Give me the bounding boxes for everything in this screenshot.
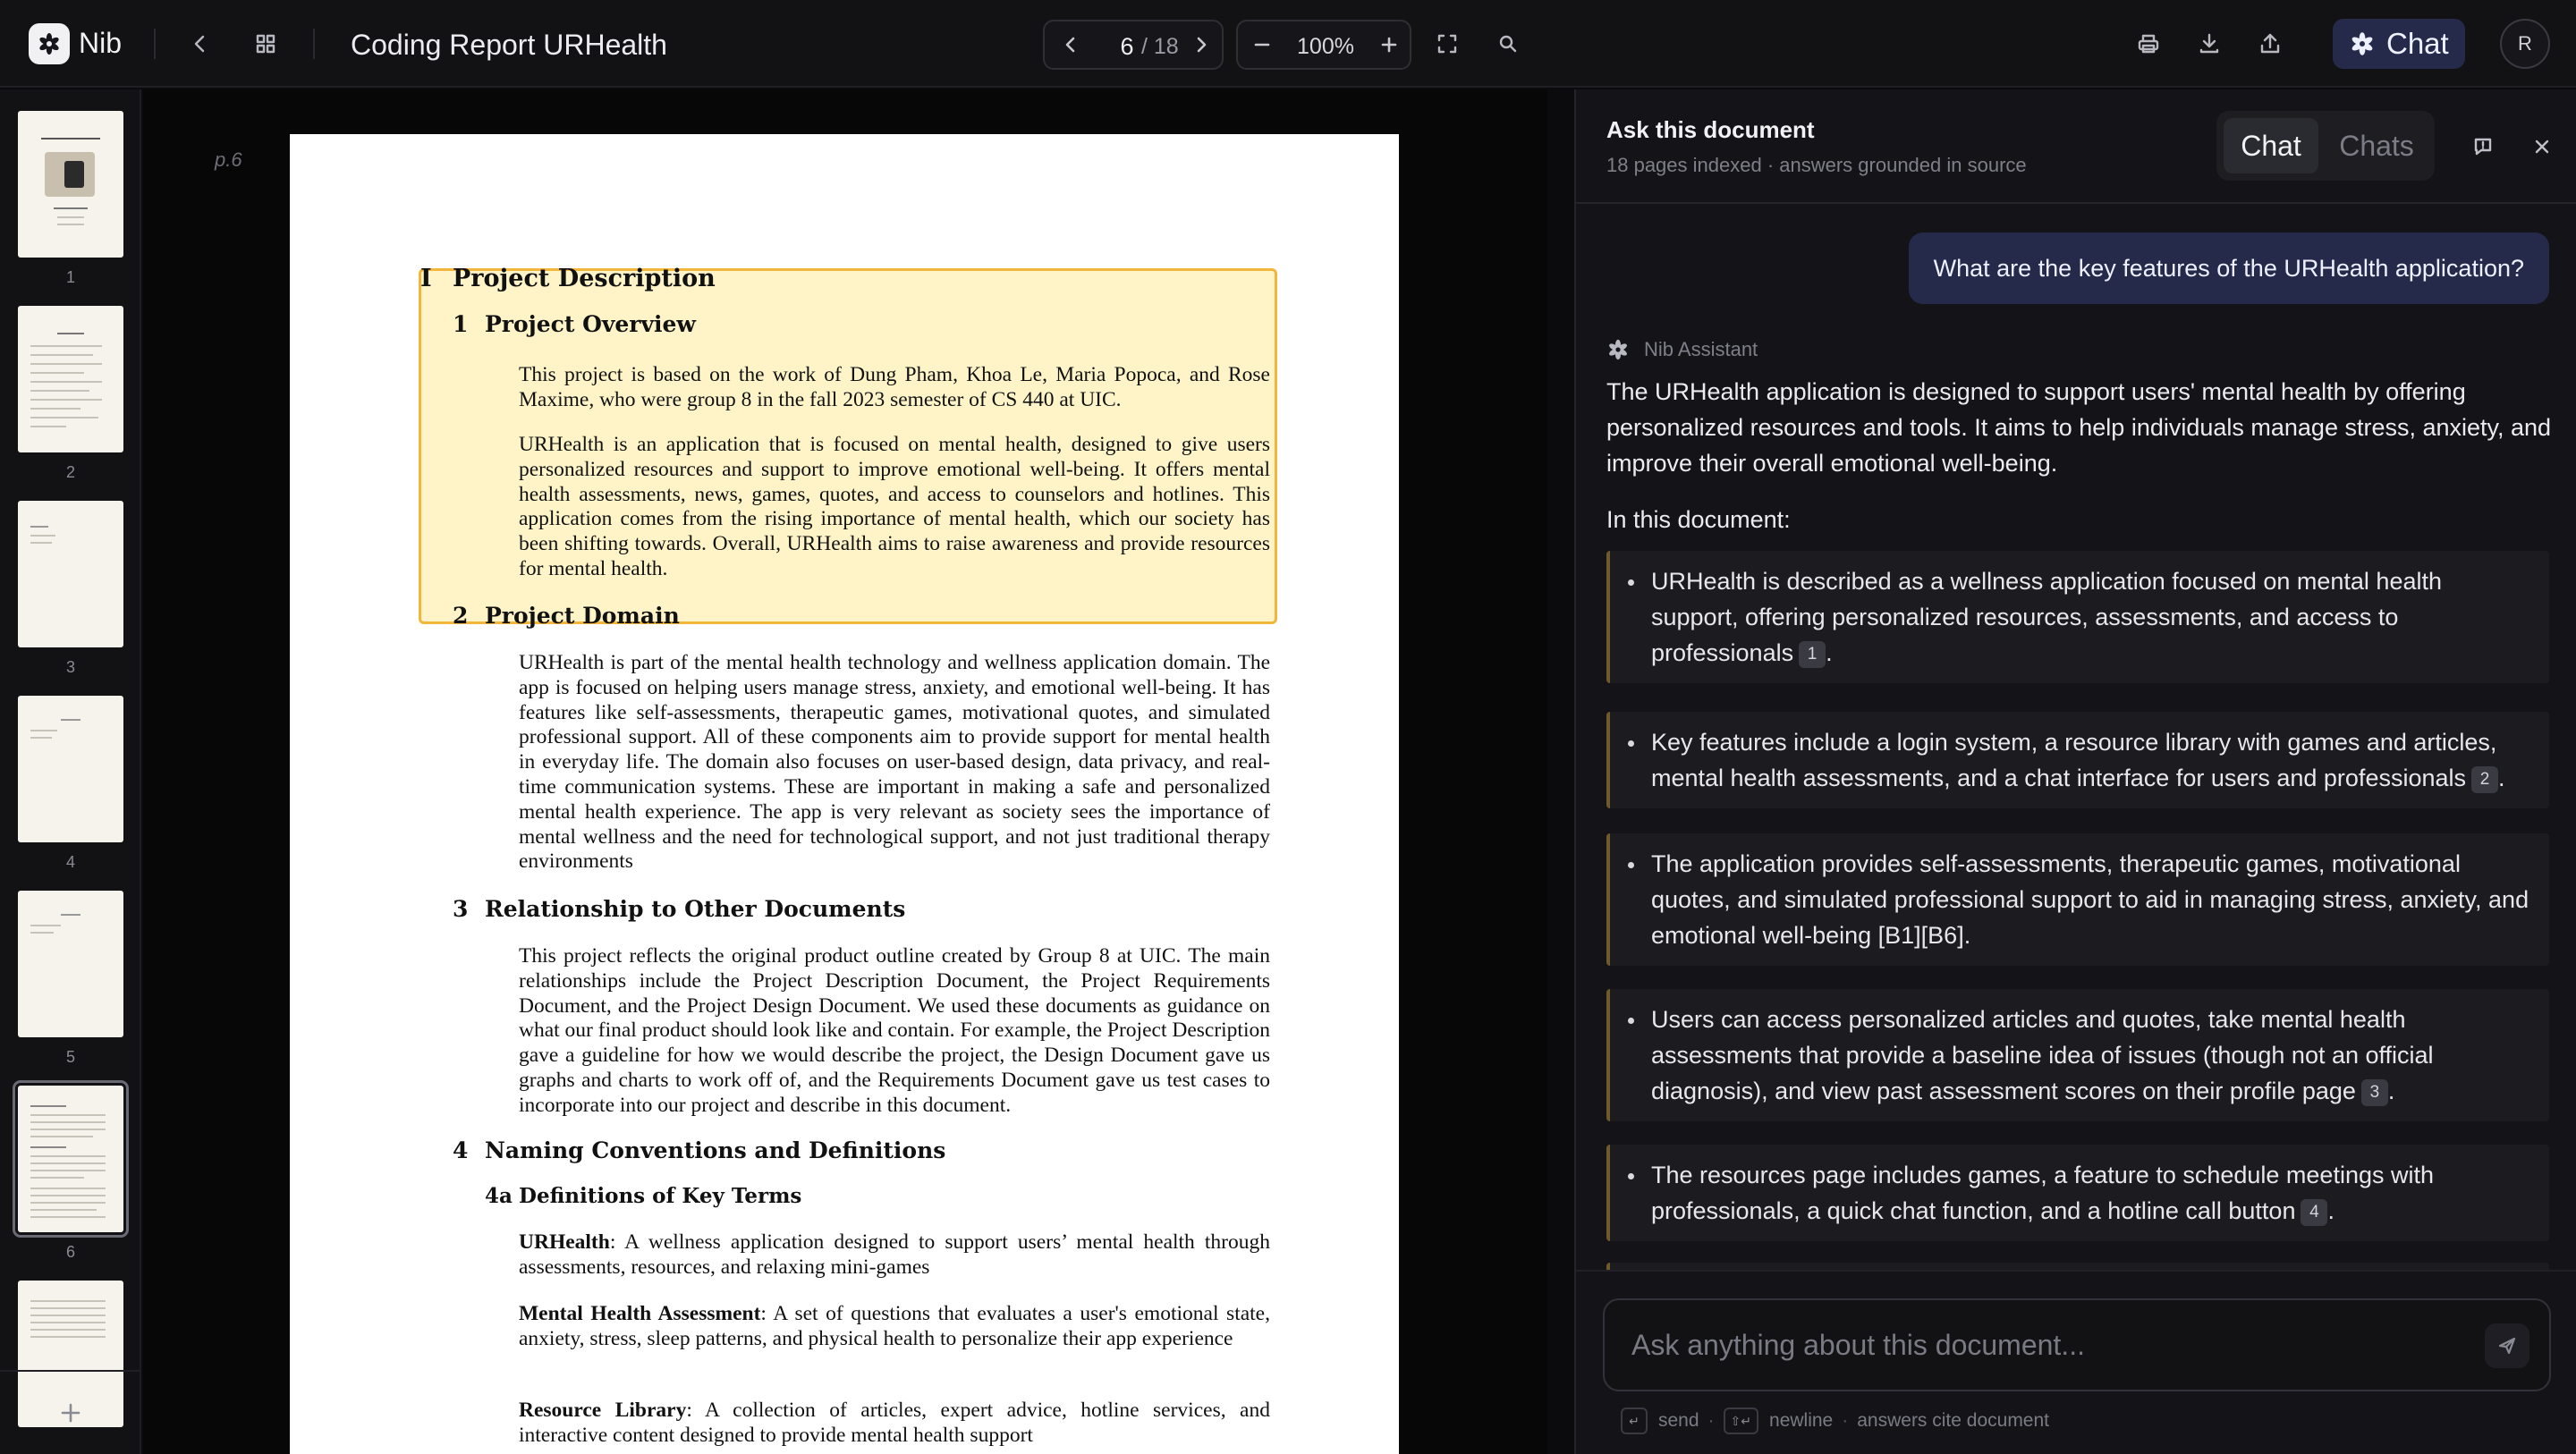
page-reference-label: p.6 <box>215 148 242 171</box>
definition-text: : A collection of articles, expert advice, hotline services, and interactive content designed to provide mental health support <box>519 1399 1270 1447</box>
assistant-logo-icon <box>1606 338 1630 361</box>
separator: · <box>1842 1410 1849 1431</box>
page-thumbnail-active[interactable] <box>18 1086 123 1232</box>
panel-title: Ask this document <box>1606 116 1815 143</box>
source-bullet[interactable] <box>1606 551 2549 683</box>
feedback-icon[interactable] <box>2465 129 2501 165</box>
bullet-text: URHealth is described as a wellness application focused on mental health support, offering personalized resources, assessments, and access to professionals <box>1651 568 2442 666</box>
definition-term: Mental Health Assessment <box>519 1302 761 1325</box>
bullet-tail: . <box>2387 1078 2395 1104</box>
subsection-number: 4a <box>485 1184 513 1208</box>
definition-text: : A set of questions that evaluates a user's emotional state, anxiety, stress, sleep patterns, and physical health to personalize their app experience <box>519 1302 1270 1350</box>
chat-mode-tabs <box>2216 111 2435 181</box>
chat-toggle-label: Chat <box>2386 27 2449 60</box>
zoom-level[interactable]: 100% <box>1297 34 1354 59</box>
definition <box>519 1302 1270 1352</box>
bullet-tail: . <box>2498 765 2505 791</box>
prev-page-button[interactable] <box>1048 21 1093 68</box>
fit-screen-icon[interactable] <box>1429 26 1465 62</box>
top-toolbar <box>0 0 2576 88</box>
bullet-text: Users can access personalized articles and quotes, take mental health assessments that provide a baseline idea of issues (though not an official diagnosis), and view past assessment scores on their profile page <box>1651 1006 2434 1104</box>
thumbnails-footer <box>0 1370 141 1454</box>
chapter-number: I <box>420 265 432 292</box>
enter-key-hint: ↵ <box>1621 1408 1648 1434</box>
chapter-heading: Project Description <box>453 265 716 292</box>
bullet-text: The application provides self-assessments, therapeutic games, motivational quotes, and simulated professional support to aid in managing stress, anxiety, and emotional well-being [B1][B6]. <box>1651 850 2529 949</box>
send-icon <box>2496 1335 2518 1357</box>
thumbnail-number: 1 <box>65 268 75 286</box>
paragraph: URHealth is an application that is focused on mental health, designed to give users personalized resources and support to improve emotional well-being. It offers mental health assessments, news, games, quotes, and access to counselors and hotlines. This application comes from the rising importance of mental health, which our society has been shifting towards. Overall, URHealth aims to raise awareness and provide resources for mental health. <box>519 433 1270 580</box>
close-icon[interactable] <box>2524 129 2560 165</box>
page-thumbnail[interactable] <box>18 306 123 452</box>
chat-toggle-button[interactable] <box>2333 19 2465 69</box>
cite-hint: answers cite document <box>1857 1410 2050 1431</box>
avatar[interactable]: R <box>2500 19 2550 69</box>
tab-chat[interactable]: Chat <box>2224 118 2318 173</box>
bullet-text: The resources page includes games, a feature to schedule meetings with professionals, a quick chat function, and a hotline call button <box>1651 1162 2434 1224</box>
chat-input[interactable] <box>1605 1300 2463 1390</box>
source-bullet[interactable] <box>1606 712 2549 808</box>
section-heading: Relationship to Other Documents <box>485 896 906 922</box>
bullet-text: Key features include a login system, a resource library with games and articles, mental health assessments, and a chat interface for users and professionals <box>1651 729 2497 791</box>
newline-hint: newline <box>1769 1410 1834 1431</box>
chat-panel-header <box>1576 89 2576 204</box>
page-navigator <box>1043 20 1224 70</box>
grid-view-icon[interactable] <box>248 26 284 62</box>
source-bullet[interactable] <box>1606 989 2549 1121</box>
shift-enter-key-hint: ⇧↵ <box>1724 1408 1758 1434</box>
thumbnail-number: 2 <box>65 463 75 481</box>
total-pages: / 18 <box>1141 34 1179 59</box>
definition-term: Resource Library <box>519 1399 687 1422</box>
subsection-heading: Definitions of Key Terms <box>519 1184 802 1208</box>
assistant-name: Nib Assistant <box>1644 338 1758 360</box>
paragraph: This project is based on the work of Dung Pham, Khoa Le, Maria Popoca, and Rose Maxime, who were group 8 in the fall 2023 semester of CS 440 at UIC. <box>519 363 1270 411</box>
share-icon[interactable] <box>2252 26 2288 62</box>
page-thumbnail[interactable] <box>18 111 123 258</box>
section-number: 2 <box>453 603 469 629</box>
source-bullet[interactable] <box>1606 1263 2549 1270</box>
section-heading: Project Overview <box>485 311 696 337</box>
definition-text: : A wellness application designed to support users’ mental health through assessments, resources, and relaxing mini-games <box>519 1230 1270 1279</box>
thumbnail-number: 5 <box>65 1048 75 1066</box>
current-page-input[interactable]: 6 <box>1120 33 1134 60</box>
message-list <box>1576 206 2576 1270</box>
assistant-answer: The URHealth application is designed to support users' mental health by offering personalized resources and tools. It aims to help individuals manage stress, anxiety, and improve their overall emotional well-being. <box>1606 378 2552 477</box>
panel-subtitle: 18 pages indexed · answers grounded in source <box>1606 154 2027 176</box>
page-thumbnails-sidebar <box>0 89 141 1454</box>
paragraph: URHealth is part of the mental health technology and wellness application domain. The app is focused on helping users manage stress, anxiety, and emotional well-being. It has features like self-assessments, therapeutic games, motivational quotes, and simulated professional support. All of these components aim to provide support for mental health in everyday life. The domain also focuses on user-based design, data privacy, and real-time communication systems. These are important in making a safe and personalized mental health experience. The app is very relevant as society sees the importance of mental wellness and the need for technological support, and not just traditional therapy environments <box>519 651 1270 874</box>
zoom-in-button[interactable] <box>1368 21 1410 68</box>
search-icon[interactable] <box>1490 26 1526 62</box>
source-bullet[interactable] <box>1606 833 2549 966</box>
citation-badge[interactable]: 2 <box>2471 766 2498 793</box>
section-heading: Naming Conventions and Definitions <box>485 1137 946 1163</box>
chat-composer <box>1576 1270 2576 1454</box>
assistant-header <box>1606 338 1758 361</box>
definition <box>519 1230 1270 1281</box>
citation-badge[interactable]: 4 <box>2301 1199 2327 1226</box>
zoom-out-button[interactable] <box>1241 21 1283 68</box>
definition-term: URHealth <box>519 1230 610 1254</box>
thumbnail-number: 6 <box>65 1243 75 1261</box>
source-bullet[interactable] <box>1606 1145 2549 1241</box>
user-message: What are the key features of the URHealth application? <box>1909 232 2549 304</box>
next-page-button[interactable] <box>1179 21 1224 68</box>
page-thumbnail[interactable] <box>18 501 123 647</box>
download-icon[interactable] <box>2191 26 2227 62</box>
zoom-control <box>1236 20 1411 70</box>
chat-input-wrapper <box>1603 1298 2551 1391</box>
in-document-label: In this document: <box>1606 506 1791 533</box>
composer-hints <box>1621 1408 2049 1434</box>
tab-chats[interactable]: Chats <box>2339 129 2414 162</box>
bullet-tail: . <box>1826 639 1833 666</box>
chat-panel <box>1574 89 2576 1454</box>
send-button[interactable] <box>2485 1323 2529 1368</box>
document-viewer <box>143 89 1547 1454</box>
chat-logo-icon <box>2349 30 2376 57</box>
page-thumbnail[interactable] <box>18 696 123 842</box>
page-thumbnail[interactable] <box>18 891 123 1037</box>
back-icon[interactable] <box>182 26 218 62</box>
app-name: Nib <box>79 27 123 59</box>
bullet-tail: . <box>2327 1197 2334 1224</box>
thumbnail-number: 3 <box>65 658 75 676</box>
divider <box>313 29 315 59</box>
section-number: 1 <box>453 311 469 337</box>
document-title: Coding Report URHealth <box>351 29 667 61</box>
citation-badge[interactable]: 3 <box>2361 1079 2388 1106</box>
divider <box>154 29 156 59</box>
nib-logo-icon[interactable] <box>29 23 70 64</box>
print-icon[interactable] <box>2131 26 2166 62</box>
add-page-icon[interactable] <box>57 1399 84 1426</box>
separator: · <box>1707 1410 1715 1431</box>
section-heading: Project Domain <box>485 603 680 629</box>
citation-badge[interactable]: 1 <box>1799 641 1826 668</box>
section-number: 4 <box>453 1137 469 1163</box>
definition <box>519 1399 1270 1449</box>
send-hint: send <box>1658 1410 1699 1431</box>
thumbnail-number: 4 <box>65 853 75 871</box>
paragraph: This project reflects the original product outline created by Group 8 at UIC. The main relationships include the Project Description Document, the Project Requirements Document, and the Project Design Document. We used these documents as guidance on what our final product should look like and contain. For example, the Project Description gave a guideline for how we would describe the project, the Design Document gave us graphs and charts to work off of, and the Requirements Document gave us test cases to incorporate into our project and describe in this document. <box>519 944 1270 1117</box>
section-number: 3 <box>453 896 469 922</box>
document-page <box>290 134 1399 1454</box>
